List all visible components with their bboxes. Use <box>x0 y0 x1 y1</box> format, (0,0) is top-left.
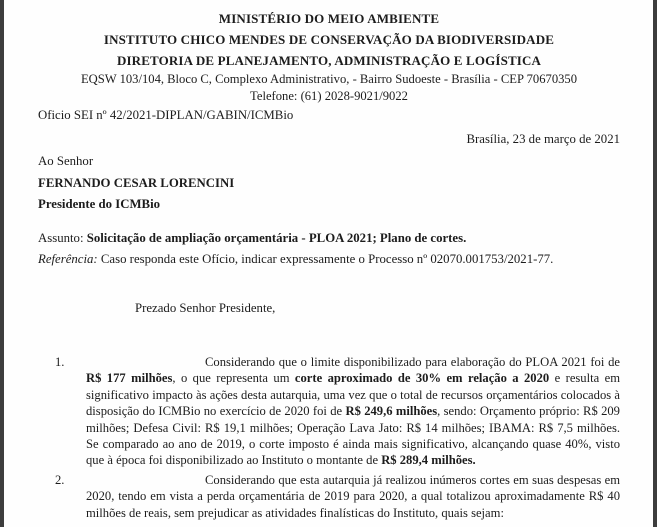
paragraph-1-number: 1. <box>55 355 65 369</box>
header-phone: Telefone: (61) 2028-9021/9022 <box>250 89 408 103</box>
header-ministry: MINISTÉRIO DO MEIO AMBIENTE <box>218 11 440 26</box>
paragraph-2 <box>55 472 620 521</box>
greeting: Prezado Senhor Presidente, <box>135 301 276 315</box>
paragraph-2-text: Considerando que esta autarquia já realizou inúmeros cortes em suas despesas em 2020, tendo em vista a perda orçamentária de 2019 para 2020, a qual totalizou aproximadamente R$ 40 milhões de reais, sem prejudicar as atividades finalísticas do Instituto, quais sejam: <box>86 472 620 520</box>
oficio-number: Oficio SEI nº 42/2021-DIPLAN/GABIN/ICMBio <box>38 108 294 122</box>
recipient-role: Presidente do ICMBio <box>38 197 161 211</box>
header-address: EQSW 103/104, Bloco C, Complexo Administrativo, - Bairro Sudoeste - Brasília - CEP 70670350 <box>80 72 578 86</box>
paragraph-1 <box>55 354 620 469</box>
dateline: Brasília, 23 de março de 2021 <box>466 132 620 146</box>
paragraph-1-text: Considerando que o limite disponibilizado para elaboração do PLOA 2021 foi de R$ 177 milhões, o que representa um corte aproximado de 30% em relação a 2020 e resulta em significativo impacto às ações desta autarquia, uma vez que o total de recursos orçamentários colocados à disposição do ICMBio no exercício de 2020 foi de R$ 249,6 milhões, sendo: Orçamento próprio: R$ 209 milhões; Defesa Civil: R$ 19,1 milhões; Operação Lava Jato: R$ 14 milhões; IBAMA: R$ 7,5 milhões. Se comparado ao ano de 2019, o corte imposto é ainda mais significativo, alcançando quase 40%, visto que à época foi disponibilizado ao Instituto o montante de R$ 289,4 milhões. <box>86 355 620 468</box>
paragraph-2-number: 2. <box>55 472 65 487</box>
subject-line: Assunto: Solicitação de ampliação orçamentária - PLOA 2021; Plano de cortes. <box>38 231 467 245</box>
recipient-name: FERNANDO CESAR LORENCINI <box>38 175 235 190</box>
header-directorate: DIRETORIA DE PLANEJAMENTO, ADMINISTRAÇÃO E LOGÍSTICA <box>116 53 542 68</box>
header-contact-block <box>38 71 620 105</box>
header-institute: INSTITUTO CHICO MENDES DE CONSERVAÇÃO DA BIODIVERSIDADE <box>103 32 555 47</box>
recipient-salutation: Ao Senhor <box>38 154 94 168</box>
reference-line: Referência: Caso responda este Ofício, indicar expressamente o Processo nº 02070.001753/2021-77. <box>38 252 554 266</box>
